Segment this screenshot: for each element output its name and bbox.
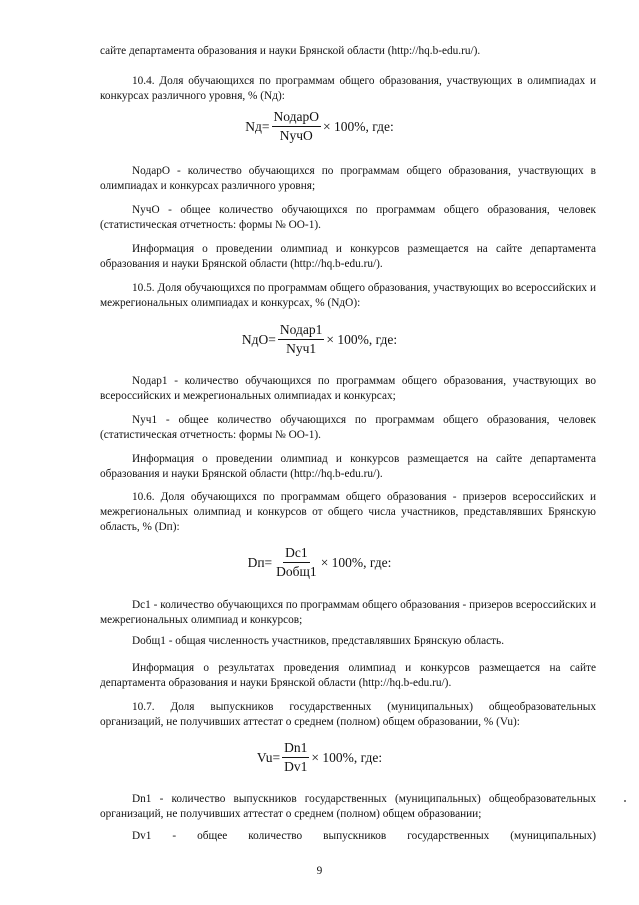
formula-nd-rhs: × 100%, где: [323,118,394,134]
formula-ndo [0,322,639,357]
paragraph-continuation: сайте департамента образования и науки Брянской области (http://hq.b-edu.ru/). [100,45,481,57]
paragraph-nuch1-definition: Nуч1 - общее количество обучающихся по программам общего образования, человек (статистическая отчетность: формы № ОО-1). [100,414,596,441]
paragraph-dv1-definition: Dv1 - общее количество выпускников государственных (муниципальных) [132,830,596,842]
paragraph-nodar1-definition: Nодар1 - количество обучающихся по программам общего образования, участвующих во всероссийских и межрегиональных олимпиадах и конкурсах; [100,375,596,402]
paragraph-dn1-definition: Dn1 - количество выпускников государственных (муниципальных) общеобразовательных организаций, не получивших аттестат о среднем (полном) общем образовании; [100,793,596,820]
formula-ndo-numerator: Nодар1 [278,322,324,340]
paragraph-10-4-heading: 10.4. Доля обучающихся по программам общего образования, участвующих в олимпиадах и конкурсах различного уровня, % (Nд): [100,75,596,102]
formula-dp [0,545,639,580]
formula-dp-fraction [274,545,319,580]
paragraph-10-5-heading: 10.5. Доля обучающихся по программам общего образования, участвующих во всероссийских и межрегиональных олимпиадах и конкурсах, % (NдО): [100,282,596,309]
page-number: 9 [316,865,323,877]
paragraph-dc1-definition: Dс1 - количество обучающихся по программам общего образования - призеров всероссийских и межрегиональных олимпиад и конкурсов; [100,599,597,626]
formula-nd-denominator: NучО [279,128,313,143]
paragraph-10-6-heading: 10.6. Доля обучающихся по программам общего образования - призеров всероссийских и межрегиональных олимпиад и конкурсов от общего числа участников, представлявших Брянскую область, % (Dп): [100,491,596,533]
formula-nd [0,109,639,144]
formula-dp-rhs: × 100%, где: [320,554,392,570]
formula-vu-fraction [282,740,309,775]
paragraph-info-olympiads-1: Информация о проведении олимпиад и конкурсов размещается на сайте департамента образования и науки Брянской области (http://hq.b-edu.ru/). [100,243,596,270]
formula-vu-denominator: Dv1 [284,759,308,774]
formula-ndo-fraction [278,322,324,357]
formula-nd-lhs: Nд= [245,118,270,134]
paragraph-10-7-heading: 10.7. Доля выпускников государственных (муниципальных) общеобразовательных организаций, не получивших аттестат о среднем (полном) общем образовании, % (Vu): [100,701,596,728]
formula-vu [0,740,639,775]
formula-nd-numerator: NодарО [272,109,321,127]
formula-dp-denominator: Dобщ1 [276,564,317,579]
formula-vu-numerator: Dn1 [282,740,309,758]
paragraph-nucho-definition: NучО - общее количество обучающихся по программам общего образования, человек (статистическая отчетность: формы № ОО-1). [100,204,596,231]
paragraph-info-olympiads-2: Информация о проведении олимпиад и конкурсов размещается на сайте департамента образования и науки Брянской области (http://hq.b-edu.ru/). [100,453,596,480]
formula-nd-fraction [272,109,321,144]
paragraph-info-olympiad-results: Информация о результатах проведения олимпиад и конкурсов размещается на сайте департамента образования и науки Брянской области (http://hq.b-edu.ru/). [100,662,596,689]
formula-dp-lhs: Dп= [247,554,273,570]
paragraph-nodaro-definition: NодарО - количество обучающихся по программам общего образования, участвующих в олимпиадах и конкурсах различного уровня; [100,165,596,192]
formula-vu-lhs: Vu= [256,749,281,765]
formula-vu-rhs: × 100%, где: [311,749,383,765]
paragraph-dobshch1-definition: Dобщ1 - общая численность участников, представлявших Брянскую область. [132,635,505,647]
scan-speck [624,800,626,802]
formula-ndo-rhs: × 100%, где: [326,331,398,347]
formula-ndo-denominator: Nуч1 [286,341,317,356]
formula-ndo-lhs: NдО= [241,331,276,347]
formula-dp-numerator: Dс1 [283,545,310,563]
